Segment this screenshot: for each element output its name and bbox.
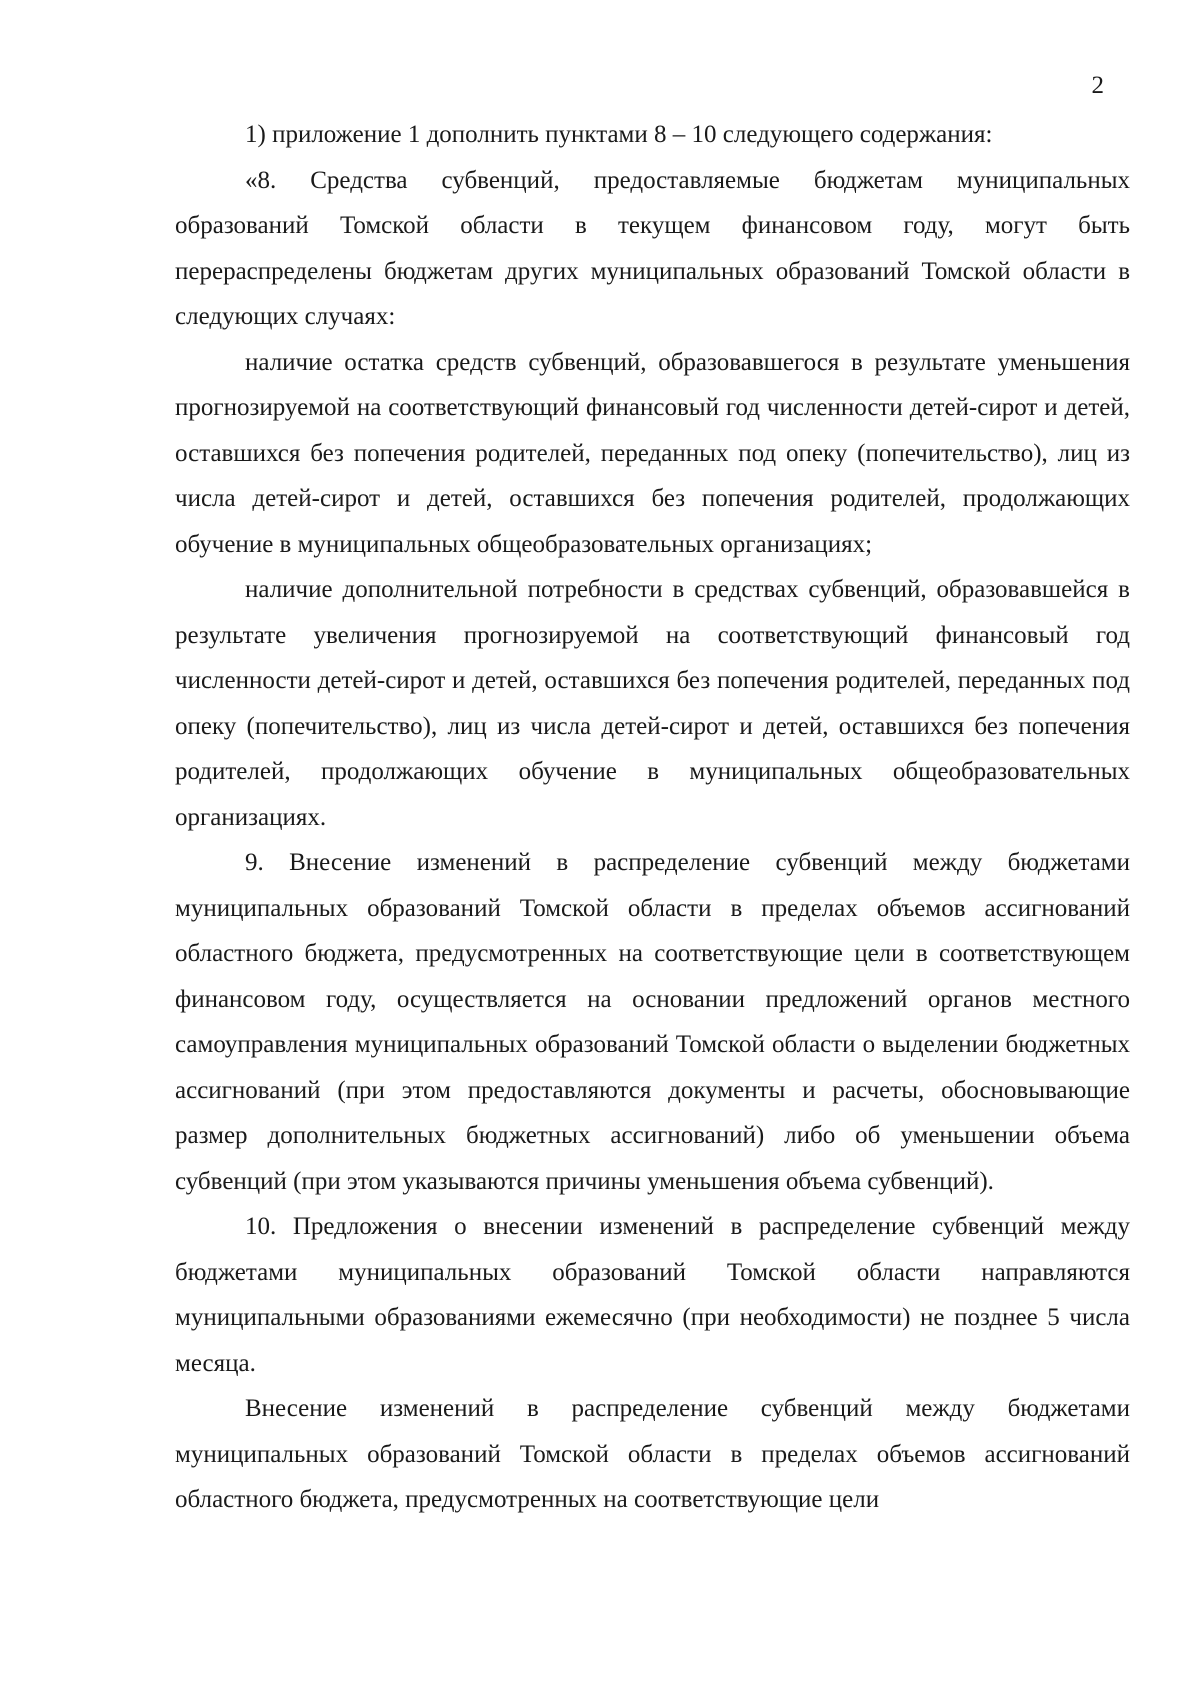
paragraph-amendment-intro: 1) приложение 1 дополнить пунктами 8 – 10 следующего содержания:	[245, 121, 993, 148]
page-number: 2	[1091, 72, 1104, 99]
paragraph-case-additional-need: наличие дополнительной потребности в средствах субвенций, образовавшейся в результате увеличения прогнозируемой на соответствующий финансовый год численности детей-сирот и детей, оставшихся без попечения родителей, переданных под опеку (попечительство), лиц из числа детей-сирот и детей, оставшихся без попечения родителей, продолжающих обучение в муниципальных общеобразовательных организациях.	[175, 576, 1130, 831]
paragraph-item-10: 10. Предложения о внесении изменений в распределение субвенций между бюджетами муниципальных образований Томской области направляются муниципальными образованиями ежемесячно (при необходимости) не позднее 5 числа месяца.	[175, 1213, 1130, 1377]
paragraph-case-remainder: наличие остатка средств субвенций, образовавшегося в результате уменьшения прогнозируемой на соответствующий финансовый год численности детей-сирот и детей, оставшихся без попечения родителей, переданных под опеку (попечительство), лиц из числа детей-сирот и детей, оставшихся без попечения родителей, продолжающих обучение в муниципальных общеобразовательных организациях;	[175, 348, 1130, 558]
document-body	[175, 112, 1130, 1523]
paragraph-item-8: «8. Средства субвенций, предоставляемые бюджетам муниципальных образований Томской области в текущем финансовом году, могут быть перераспределены бюджетам других муниципальных образований Томской области в следующих случаях:	[175, 166, 1130, 330]
paragraph-continuation: Внесение изменений в распределение субвенций между бюджетами муниципальных образований Томской области в пределах объемов ассигнований областного бюджета, предусмотренных на соответствующие цели	[175, 1395, 1130, 1513]
paragraph-item-9: 9. Внесение изменений в распределение субвенций между бюджетами муниципальных образований Томской области в пределах объемов ассигнований областного бюджета, предусмотренных на соответствующие цели в соответствующем финансовом году, осуществляется на основании предложений органов местного самоуправления муниципальных образований Томской области о выделении бюджетных ассигнований (при этом предоставляются документы и расчеты, обосновывающие размер дополнительных бюджетных ассигнований) либо об уменьшении объема субвенций (при этом указываются причины уменьшения объема субвенций).	[175, 849, 1130, 1195]
